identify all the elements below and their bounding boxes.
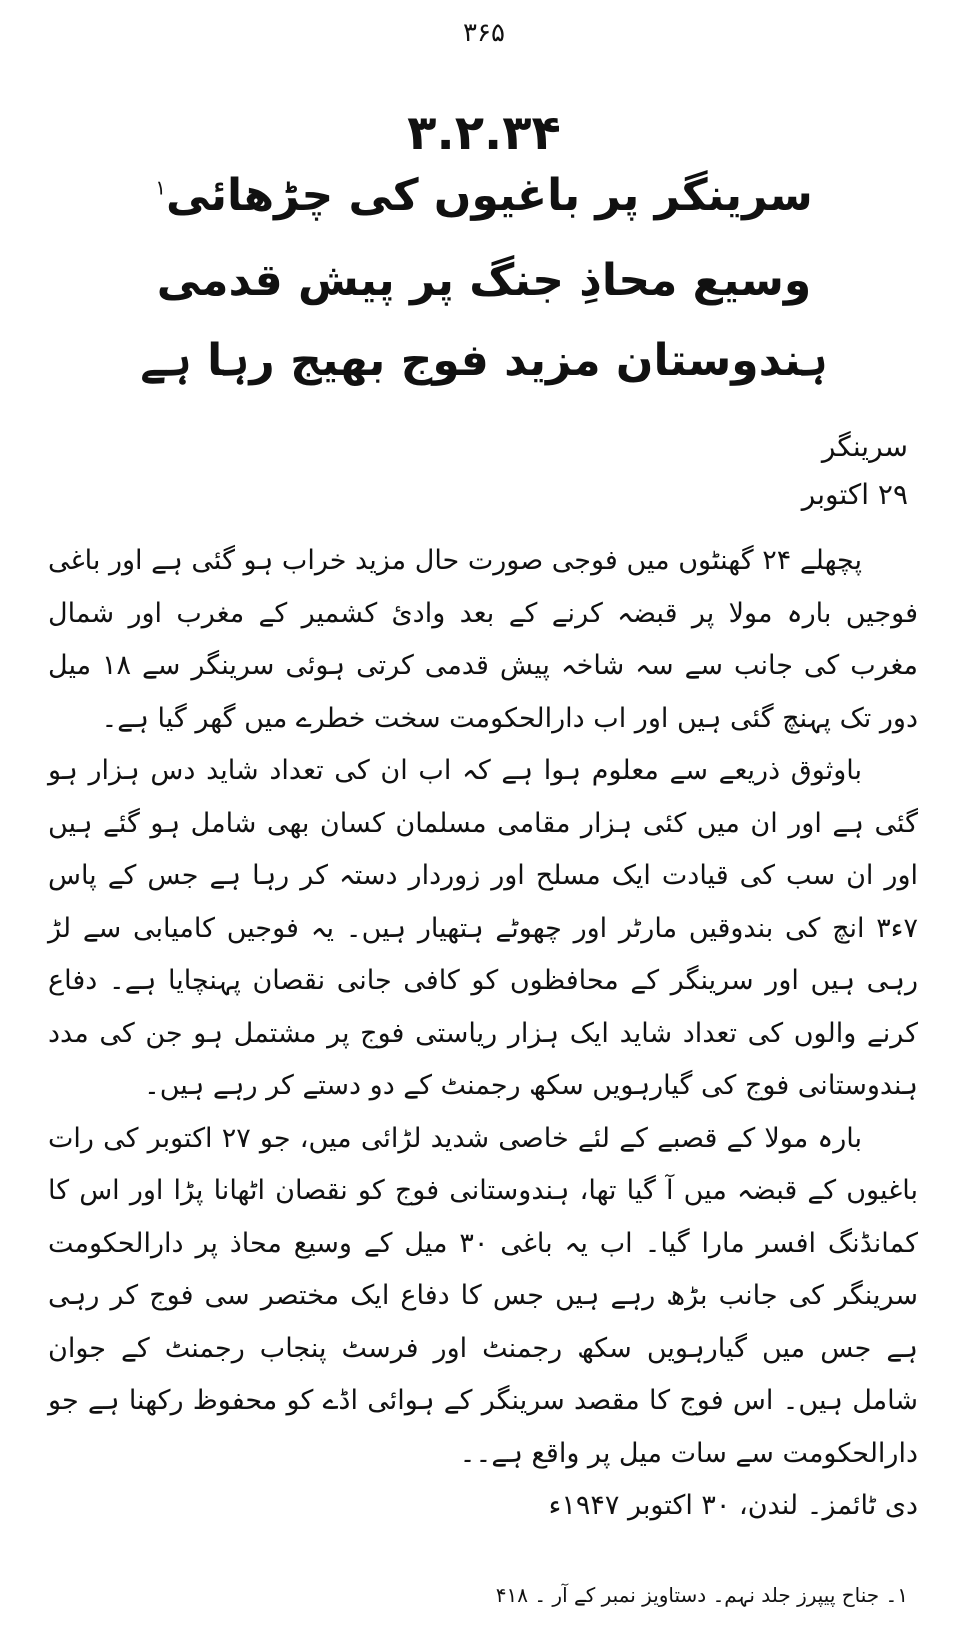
headline-line-1-text: سرینگر پر باغیوں کی چڑھائی — [166, 170, 813, 221]
page-number: ۳۶۵ — [463, 18, 505, 48]
source-attribution: دی ٹائمز۔ لندن، ۳۰ اکتوبر ۱۹۴۷ء — [548, 1490, 918, 1521]
headline-line-3: ہندوستان مزید فوج بھیج رہا ہے — [140, 335, 828, 386]
paragraph-1: پچھلے ۲۴ گھنٹوں میں فوجی صورت حال مزید خراب ہو گئی ہے اور باغی فوجیں بارہ مولا پر قبضہ کرنے کے بعد وادیٔ کشمیر کے مغرب اور شمال مغرب کی جانب سے سہ شاخہ پیش قدمی کرتی ہوئی سرینگر سے ۱۸ میل دور تک پہنچ گئی ہیں اور اب دارالحکومت سخت خطرے میں گھر گیا ہے۔ — [48, 545, 918, 734]
headline-line-2: وسیع محاذِ جنگ پر پیش قدمی — [156, 255, 812, 306]
paragraph-3: بارہ مولا کے قصبے کے لئے خاصی شدید لڑائی میں، جو ۲۷ اکتوبر کی رات باغیوں کے قبضہ میں آ گیا تھا، ہندوستانی فوج کو نقصان اٹھانا پڑا اور اس کا کمانڈنگ افسر مارا گیا۔ اب یہ باغی ۳۰ میل کے وسیع محاذ پر دارالحکومت سرینگر کی جانب بڑھ رہے ہیں جس کا دفاع ایک مختصر سی فوج کر رہی ہے جس میں گیارہویں سکھ رجمنٹ اور فرسٹ پنجاب رجمنٹ کے جوان شامل ہیں۔ اس فوج کا مقصد سرینگر کے ہوائی اڈے کو محفوظ رکھنا ہے جو دارالحکومت سے سات میل پر واقع ہے۔۔ — [48, 1122, 918, 1469]
document-number: ۳.۲.۳۴ — [407, 105, 561, 161]
dateline-date: ۲۹ اکتوبر — [801, 478, 908, 511]
footnote: ۱۔ جناح پیپرز جلد نہم۔ دستاویز نمبر کے آر ۔ ۴۱۸ — [495, 1583, 908, 1607]
headline-footnote-marker: ۱ — [155, 175, 167, 200]
headline-line-1 — [0, 170, 968, 221]
article-body — [48, 535, 918, 1533]
paragraph-2: باوثوق ذریعے سے معلوم ہوا ہے کہ اب ان کی تعداد شاید دس ہزار ہو گئی ہے اور ان میں کئی ہزار مقامی مسلمان کسان بھی شامل ہو گئے ہیں اور ان سب کی قیادت ایک مسلح اور زوردار دستہ کر رہا ہے جس کے پاس ۷ء۳ انچ کی بندوقیں مارٹر اور چھوٹے ہتھیار ہیں۔ یہ فوجیں کامیابی سے لڑ رہی ہیں اور سرینگر کے محافظوں کو کافی جانی نقصان پہنچایا ہے۔ دفاع کرنے والوں کی تعداد شاید ایک ہزار ریاستی فوج پر مشتمل ہو جن کی مدد ہندوستانی فوج کی گیارہویں سکھ رجمنٹ کے دو دستے کر رہے ہیں۔ — [48, 755, 918, 1101]
dateline-place: سرینگر — [821, 430, 908, 463]
